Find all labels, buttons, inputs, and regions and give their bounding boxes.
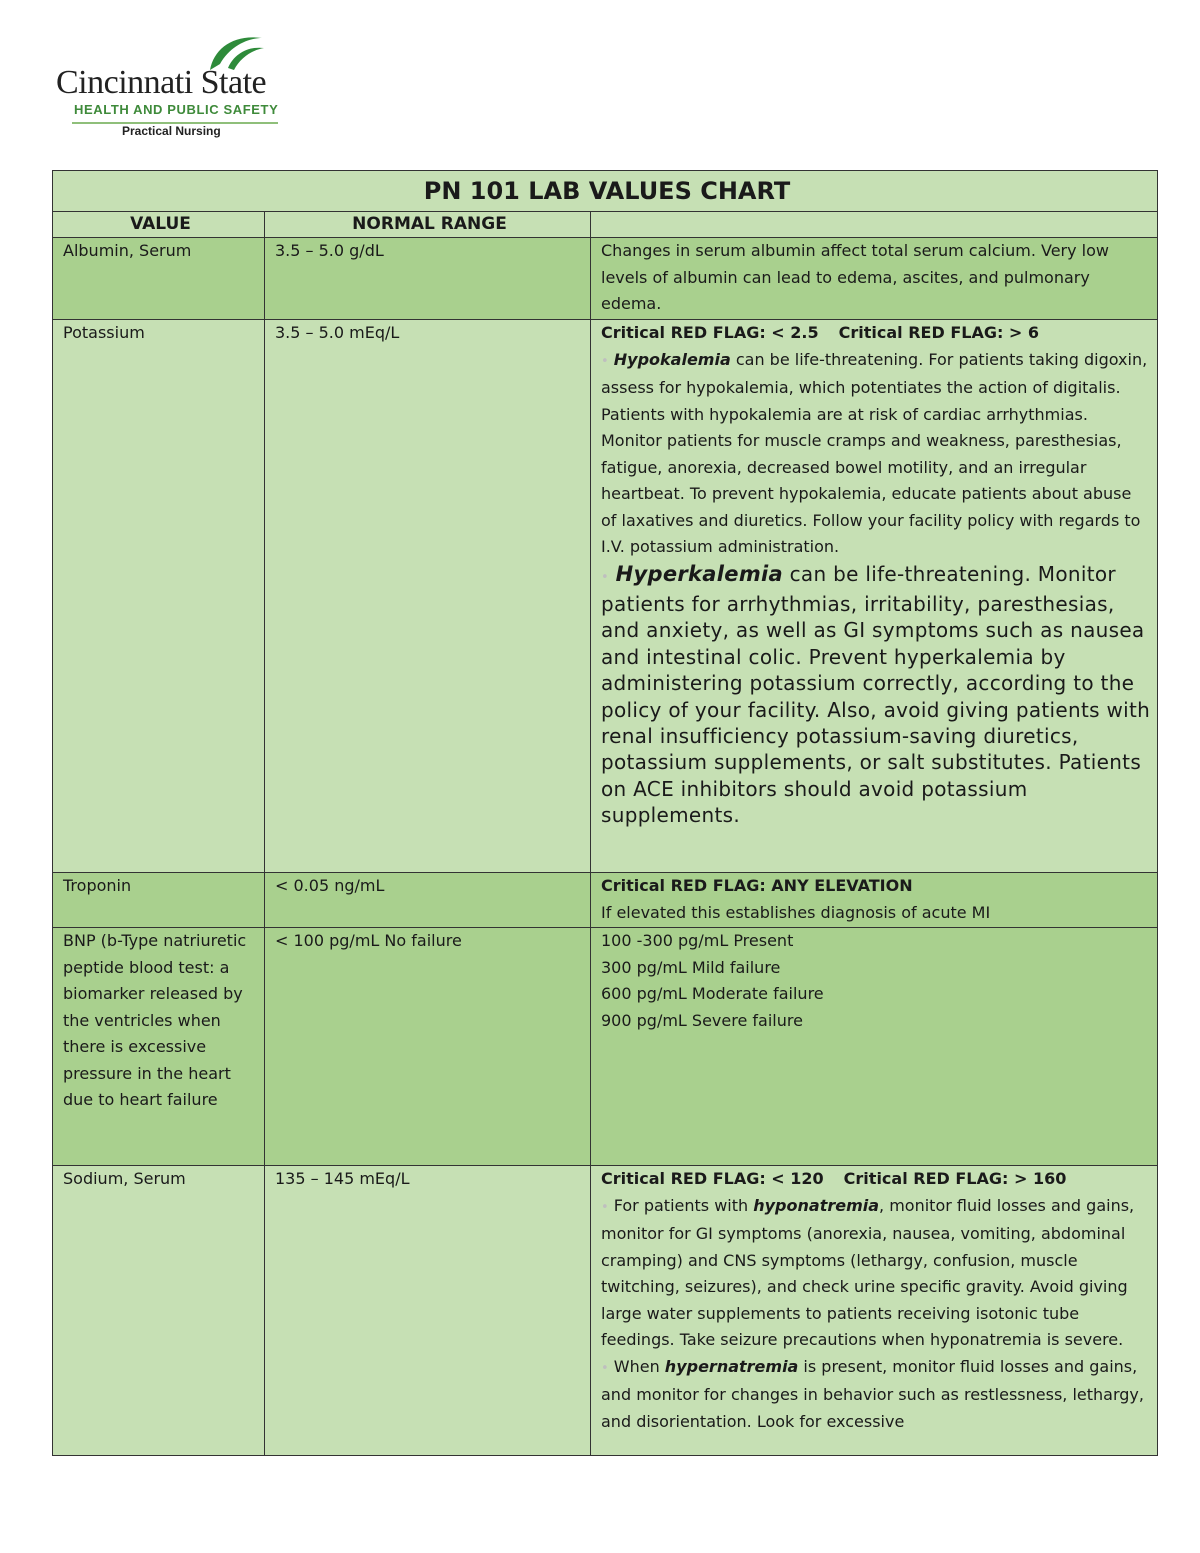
hyponatremia-term: hyponatremia — [753, 1195, 880, 1215]
sodium-notes — [591, 1166, 1158, 1456]
potassium-name: Potassium — [53, 320, 265, 873]
hypernatremia-text: is present, monitor fluid losses and gains, and monitor for changes in behavior such as restlessness, lethargy, and disorientation. Look for excessive — [601, 1356, 1144, 1431]
hypernatremia-paragraph — [601, 1354, 1151, 1436]
hypokalemia-text: can be life-threatening. For patients taking digoxin, assess for hypokalemia, which potentiates the action of digitalis. Patients with hypokalemia are at risk of cardiac arrhythmias. Monitor patients for muscle cramps and weakness, paresthesias, fatigue, anorexia, decreased bowel motility, and an irregular heartbeat. To prevent hypokalemia, educate patients about abuse of laxatives and diuretics. Follow your facility policy with regards to I.V. potassium administration. — [601, 349, 1148, 556]
bullet-icon: • — [601, 353, 609, 369]
hypernatremia-lead: When — [608, 1356, 665, 1376]
troponin-notes — [591, 873, 1158, 928]
troponin-note: If elevated this establishes diagnosis of acute MI — [601, 902, 991, 922]
sodium-flag-high: Critical RED FLAG: > 160 — [843, 1169, 1067, 1188]
bnp-range: < 100 pg/mL No failure — [265, 928, 591, 1166]
header-value: VALUE — [53, 212, 265, 238]
troponin-range: < 0.05 ng/mL — [265, 873, 591, 928]
bullet-icon: • — [601, 1199, 609, 1215]
albumin-name: Albumin, Serum — [53, 238, 265, 320]
troponin-name: Troponin — [53, 873, 265, 928]
hypokalemia-term: Hypokalemia — [613, 349, 731, 369]
hyperkalemia-paragraph — [601, 561, 1151, 829]
sodium-flags — [601, 1166, 1151, 1193]
bullet-icon: • — [601, 1360, 609, 1376]
table-row-bnp — [53, 928, 1158, 1166]
lab-values-table — [52, 170, 1158, 1456]
hyponatremia-text: , monitor fluid losses and gains, monitor for GI symptoms (anorexia, nausea, vomiting, abdominal cramping) and CNS symptoms (lethargy, confusion, muscle twitching, seizures), and check urine specific gravity. Avoid giving large water supplements to patients receiving isotonic tube feedings. Take seizure precautions when hyponatremia is severe. — [601, 1195, 1135, 1349]
hyperkalemia-text: can be life-threatening. Monitor patients for arrhythmias, irritability, paresthesias, and anxiety, as well as GI symptoms such as nausea and intestinal colic. Prevent hyperkalemia by administering potassium correctly, according to the policy of your facility. Also, avoid giving patients with renal insufficiency potassium-saving diuretics, potassium supplements, or salt substitutes. Patients on ACE inhibitors should avoid potassium supplements. — [601, 561, 1151, 828]
hyponatremia-lead: For patients with — [608, 1195, 754, 1215]
albumin-range: 3.5 – 5.0 g/dL — [265, 238, 591, 320]
bnp-level: 600 pg/mL Moderate failure — [601, 984, 824, 1003]
bullet-icon: • — [601, 569, 609, 585]
hypokalemia-paragraph — [601, 347, 1151, 561]
potassium-flag-low: Critical RED FLAG: < 2.5 — [601, 323, 819, 342]
bnp-levels — [591, 928, 1158, 1166]
potassium-flag-high: Critical RED FLAG: > 6 — [838, 323, 1040, 342]
logo-name: Cincinnati State — [56, 64, 267, 101]
hypernatremia-term: hypernatremia — [664, 1356, 799, 1376]
table-title: PN 101 LAB VALUES CHART — [53, 171, 1158, 212]
logo-department: HEALTH AND PUBLIC SAFETY — [74, 102, 279, 117]
potassium-flags — [601, 320, 1151, 347]
sodium-range: 135 – 145 mEq/L — [265, 1166, 591, 1456]
table-row-potassium — [53, 320, 1158, 873]
bnp-level: 300 pg/mL Mild failure — [601, 957, 781, 977]
bnp-level: 100 -300 pg/mL Present — [601, 931, 794, 950]
albumin-notes: Changes in serum albumin affect total serum calcium. Very low levels of albumin can lead to edema, ascites, and pulmonary edema. — [591, 238, 1158, 320]
table-row-troponin — [53, 873, 1158, 928]
hyponatremia-paragraph — [601, 1193, 1151, 1354]
header-normal-range: NORMAL RANGE — [265, 212, 591, 238]
bnp-level: 900 pg/mL Severe failure — [601, 1010, 803, 1030]
potassium-range: 3.5 – 5.0 mEq/L — [265, 320, 591, 873]
table-row-albumin — [53, 238, 1158, 320]
sodium-name: Sodium, Serum — [53, 1166, 265, 1456]
header-notes — [591, 212, 1158, 238]
table-row-sodium — [53, 1166, 1158, 1456]
logo — [56, 30, 306, 145]
hyperkalemia-term: Hyperkalemia — [615, 561, 783, 586]
logo-program: Practical Nursing — [122, 124, 221, 138]
troponin-flag: Critical RED FLAG: ANY ELEVATION — [601, 876, 913, 895]
sodium-flag-low: Critical RED FLAG: < 120 — [601, 1169, 824, 1188]
potassium-notes — [591, 320, 1158, 873]
bnp-name: BNP (b-Type natriuretic peptide blood test: a biomarker released by the ventricles when there is excessive pressure in the heart due to heart failure — [53, 928, 265, 1166]
